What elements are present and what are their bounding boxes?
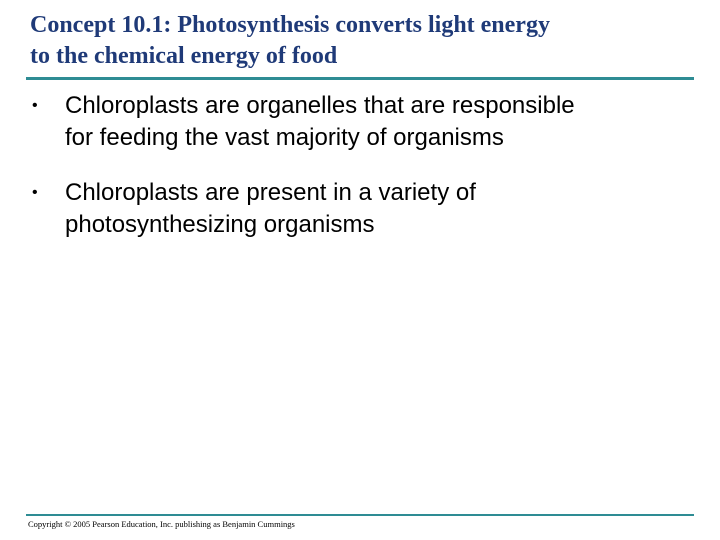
bullet-1-line-2: for feeding the vast majority of organisms	[65, 124, 504, 151]
slide-title	[30, 10, 710, 72]
copyright-notice: Copyright © 2005 Pearson Education, Inc. publishing as Benjamin Cummings	[28, 519, 295, 529]
bullet-dot-icon: •	[32, 97, 38, 114]
bullet-2-line-2: photosynthesizing organisms	[65, 211, 375, 238]
bullet-2-line-1: Chloroplasts are present in a variety of	[65, 179, 476, 206]
bullet-dot-icon: •	[32, 184, 38, 201]
bullet-1-line-1: Chloroplasts are organelles that are responsible	[65, 92, 575, 119]
bullet-list	[28, 90, 688, 241]
title-divider	[26, 77, 694, 80]
bullet-item-2	[28, 177, 688, 241]
footer-divider	[26, 514, 694, 516]
bullet-item-1	[28, 90, 688, 154]
slide-title-line-2: to the chemical energy of food	[30, 43, 338, 69]
slide-title-line-1: Concept 10.1: Photosynthesis converts light energy	[30, 12, 550, 38]
